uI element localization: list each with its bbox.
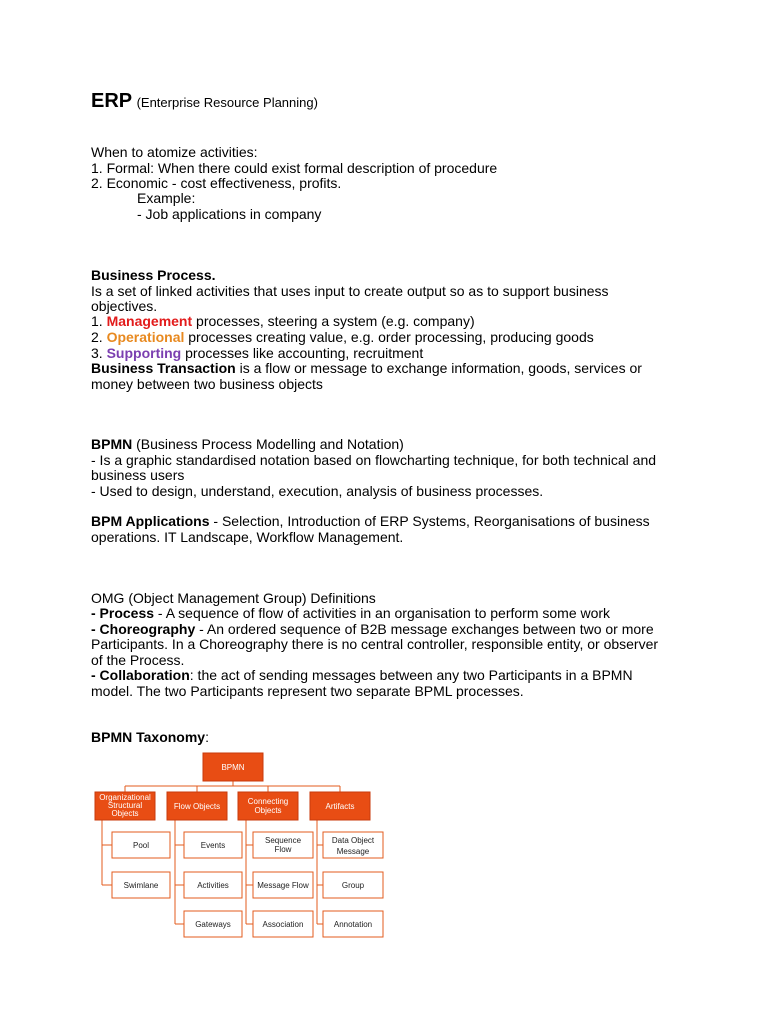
bpm-applications-line-1 <box>91 514 650 529</box>
category-label-line: Objects <box>111 809 139 818</box>
process-type-management <box>91 314 475 329</box>
taxonomy-root-label: BPMN <box>221 763 245 772</box>
collaboration-term: - Collaboration <box>91 667 190 683</box>
category-label-line: Objects <box>254 806 282 815</box>
business-process-desc-2: objectives. <box>91 298 158 314</box>
choreography-term: - Choreography <box>91 621 196 637</box>
category-label-line: Artifacts <box>325 802 355 811</box>
collaboration-text: : the act of sending messages between any two Participants in a BPMN <box>189 667 633 683</box>
bpmn-line-2: business users <box>91 467 185 483</box>
taxonomy-heading-term: BPMN Taxonomy <box>91 729 206 745</box>
child-label-line: Sequence <box>264 836 302 845</box>
child-label: Gateways <box>195 920 231 929</box>
process-type-num: 1. <box>91 313 107 329</box>
process-type-operational <box>91 330 594 345</box>
omg-heading: OMG (Object Management Group) Definitions <box>91 590 376 606</box>
atomize-item-formal: 1. Formal: When there could exist formal description of procedure <box>91 160 498 176</box>
process-type-num: 3. <box>91 345 107 361</box>
process-text: - A sequence of flow of activities in an organisation to perform some work <box>154 605 611 621</box>
bpm-applications-line-2: operations. IT Landscape, Workflow Management. <box>91 529 404 545</box>
bpmn-expansion: (Business Process Modelling and Notation) <box>132 436 404 452</box>
business-transaction-text: is a flow or message to exchange information, goods, services or <box>235 360 642 376</box>
bpmn-taxonomy-diagram <box>90 748 390 948</box>
bpmn-heading <box>91 437 404 452</box>
child-label-line: Data Object <box>331 836 375 845</box>
taxonomy-heading-colon: : <box>205 729 209 745</box>
category-label-line: Organizational <box>99 793 151 802</box>
process-term: - Process <box>91 605 155 621</box>
omg-choreography-2: Participants. In a Choreography there is no central controller, responsible entity, or observer <box>91 636 659 652</box>
child-label: Activities <box>197 881 229 890</box>
child-label: Swimlane <box>123 881 159 890</box>
child-label: Group <box>341 881 365 890</box>
business-process-heading: Business Process. <box>91 267 216 283</box>
omg-collaboration-2: model. The two Participants represent two separate BPML processes. <box>91 683 524 699</box>
title-expansion: (Enterprise Resource Planning) <box>136 95 318 110</box>
supporting-keyword: Supporting <box>106 345 182 361</box>
bpmn-line-1: - Is a graphic standardised notation based on flowcharting technique, for both technical and <box>91 452 657 468</box>
atomize-heading: When to atomize activities: <box>91 144 258 160</box>
process-type-num: 2. <box>91 329 107 345</box>
bpm-applications-term: BPM Applications <box>91 513 210 529</box>
business-transaction-term: Business Transaction <box>91 360 236 376</box>
category-label-line: Flow Objects <box>173 802 221 811</box>
category-label-line: Connecting <box>247 797 289 806</box>
management-keyword: Management <box>106 313 193 329</box>
bpmn-term: BPMN <box>91 436 133 452</box>
child-label-line: Flow <box>274 845 292 854</box>
child-label: Events <box>200 841 226 850</box>
bpm-applications-text: - Selection, Introduction of ERP Systems, Reorganisations of business <box>209 513 650 529</box>
child-label: Association <box>262 920 304 929</box>
bpmn-line-3: - Used to design, understand, execution, analysis of business processes. <box>91 483 544 499</box>
business-transaction-line-1 <box>91 361 642 376</box>
document-title <box>91 90 318 113</box>
example-item: - Job applications in company <box>137 206 322 222</box>
operational-keyword: Operational <box>106 329 185 345</box>
process-type-desc: processes, steering a system (e.g. company) <box>192 313 475 329</box>
example-label: Example: <box>137 190 196 206</box>
omg-collaboration-1 <box>91 668 633 683</box>
title-acronym: ERP <box>91 90 133 112</box>
atomize-item-economic: 2. Economic - cost effectiveness, profits. <box>91 175 342 191</box>
child-label: Annotation <box>333 920 373 929</box>
process-type-desc: processes like accounting, recruitment <box>181 345 424 361</box>
omg-choreography-1 <box>91 622 654 637</box>
taxonomy-heading <box>91 730 209 745</box>
business-process-desc-1: Is a set of linked activities that uses input to create output so as to support business <box>91 283 609 299</box>
category-label-line: Structural <box>107 801 143 810</box>
choreography-text: - An ordered sequence of B2B message exchanges between two or more <box>195 621 654 637</box>
omg-choreography-3: of the Process. <box>91 652 185 668</box>
child-label: Message Flow <box>257 881 309 890</box>
process-type-supporting <box>91 346 423 361</box>
process-type-desc: processes creating value, e.g. order processing, producing goods <box>184 329 594 345</box>
child-label-line: Message <box>336 847 370 856</box>
omg-process <box>91 606 610 621</box>
child-label: Pool <box>132 841 150 850</box>
business-transaction-line-2: money between two business objects <box>91 376 323 392</box>
